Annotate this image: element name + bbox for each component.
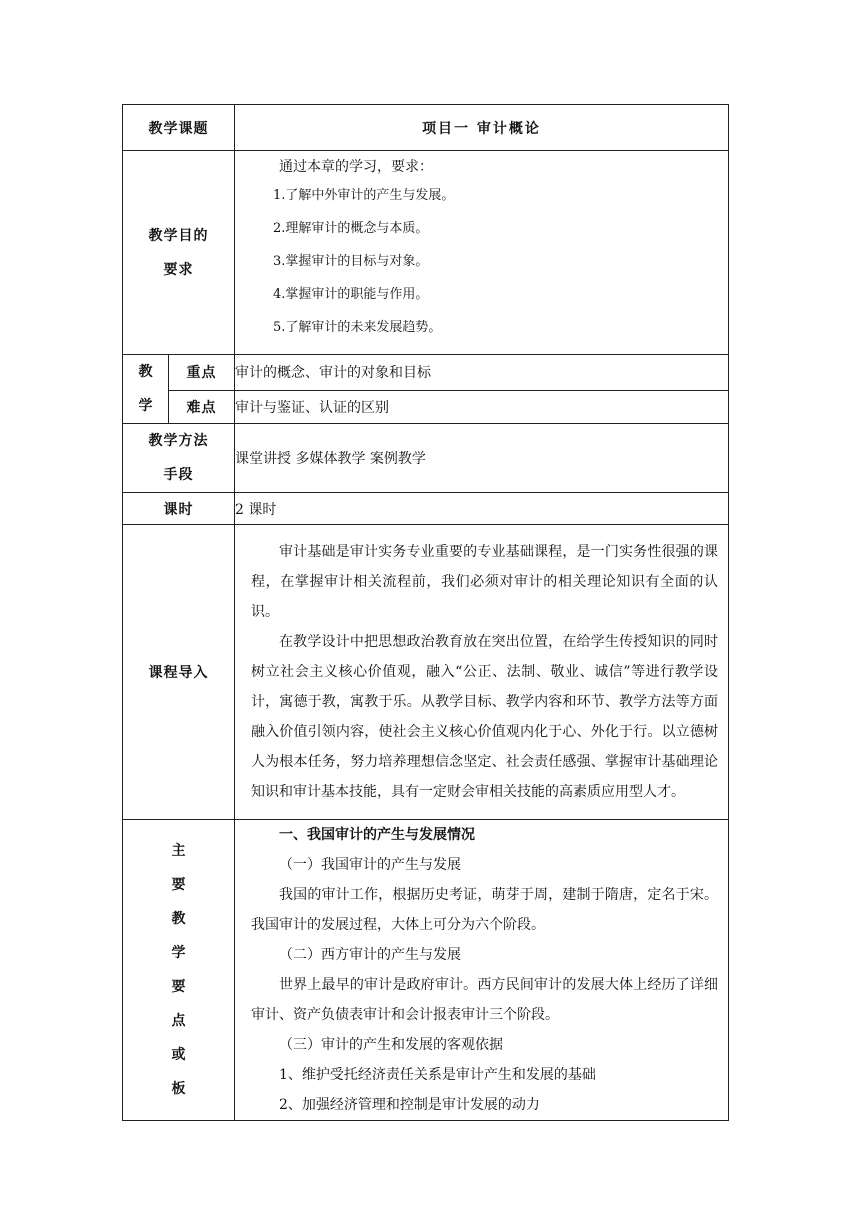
- focus-label-char2: 学: [138, 398, 153, 414]
- methods-label-line2: 手段: [163, 467, 194, 483]
- focus-label: [123, 355, 169, 424]
- key-point-row: [123, 355, 729, 391]
- objectives-label: [123, 151, 235, 355]
- main-points-row: [123, 820, 729, 1121]
- hours-row: [123, 493, 729, 525]
- subsection-text: 我国的审计工作，根据历史考证，萌芽于周，建制于隋唐，定名于宋。我国审计的发展过程，大体上可分为六个阶段。: [251, 887, 718, 933]
- focus-label-char1: 教: [138, 364, 153, 380]
- objective-item: 1.了解中外审计的产生与发展。: [273, 188, 455, 203]
- objective-item: 4.掌握审计的职能与作用。: [273, 287, 429, 302]
- topic-title: 项目一 审计概论: [235, 105, 729, 151]
- topic-label: 教学课题: [123, 105, 235, 151]
- objectives-intro: 通过本章的学习，要求：: [279, 159, 433, 175]
- difficult-point-row: [123, 390, 729, 424]
- main-label-char: 学: [171, 945, 186, 961]
- main-label-char: 主: [171, 843, 186, 859]
- subsection-title: （一）我国审计的产生与发展: [279, 857, 461, 873]
- objectives-content: [235, 151, 729, 355]
- main-points-label: [123, 820, 235, 1121]
- objectives-label-line1: 教学目的: [148, 227, 209, 244]
- key-point-label: 重点: [169, 355, 235, 391]
- main-points-content: [235, 820, 729, 1121]
- course-intro-row: [123, 525, 729, 820]
- main-label-char: 要: [171, 979, 186, 995]
- main-label-char: 板: [171, 1081, 186, 1097]
- hours-label: 课时: [123, 493, 235, 525]
- difficult-point-text: 审计与鉴证、认证的区别: [235, 390, 729, 424]
- objectives-label-line2: 要求: [163, 261, 194, 278]
- methods-row: [123, 424, 729, 493]
- objective-item: 5.了解审计的未来发展趋势。: [273, 320, 442, 335]
- main-label-char: 教: [171, 911, 186, 927]
- intro-paragraph: 审计基础是审计实务专业重要的专业基础课程，是一门实务性很强的课程，在掌握审计相关流程前，我们必须对审计的相关理论知识有全面的认识。: [251, 544, 718, 620]
- objectives-row: [123, 151, 729, 355]
- section-title: 一、我国审计的产生与发展情况: [279, 827, 475, 843]
- methods-label: [123, 424, 235, 493]
- main-label-char: 要: [171, 877, 186, 893]
- hours-text: 2 课时: [235, 493, 729, 525]
- subsection-title: （二）西方审计的产生与发展: [279, 947, 461, 963]
- subsection-text: 世界上最早的审计是政府审计。西方民间审计的发展大体上经历了详细审计、资产负债表审计和会计报表审计三个阶段。: [251, 977, 718, 1023]
- basis-item: 1、维护受托经济责任关系是审计产生和发展的基础: [279, 1067, 596, 1083]
- methods-text: 课堂讲授 多媒体教学 案例教学: [235, 424, 729, 493]
- intro-paragraph: 在教学设计中把思想政治教育放在突出位置，在给学生传授知识的同时树立社会主义核心价值观，融入“公正、法制、敬业、诚信”等进行教学设计，寓德于教，寓教于乐。从教学目标、教学内容和环节、教学方法等方面融入价值引领内容，使社会主义核心价值观内化于心、外化于行。以立德树人为根本任务，努力培养理想信念坚定、社会责任感强、掌握审计基础理论知识和审计基本技能，具有一定财会审相关技能的高素质应用型人才。: [251, 634, 718, 800]
- basis-item: 2、加强经济管理和控制是审计发展的动力: [279, 1097, 540, 1113]
- topic-row: [123, 105, 729, 151]
- objective-item: 3.掌握审计的目标与对象。: [273, 254, 429, 269]
- difficult-point-label: 难点: [169, 390, 235, 424]
- subsection-title: （三）审计的产生和发展的客观依据: [279, 1037, 503, 1053]
- key-point-text: 审计的概念、审计的对象和目标: [235, 355, 729, 391]
- lesson-plan-table: [122, 104, 729, 1121]
- main-label-char: 点: [171, 1013, 186, 1029]
- methods-label-line1: 教学方法: [148, 433, 209, 449]
- main-label-char: 或: [171, 1047, 186, 1063]
- objective-item: 2.理解审计的概念与本质。: [273, 221, 429, 236]
- course-intro-label: 课程导入: [123, 525, 235, 820]
- course-intro-content: [235, 525, 729, 820]
